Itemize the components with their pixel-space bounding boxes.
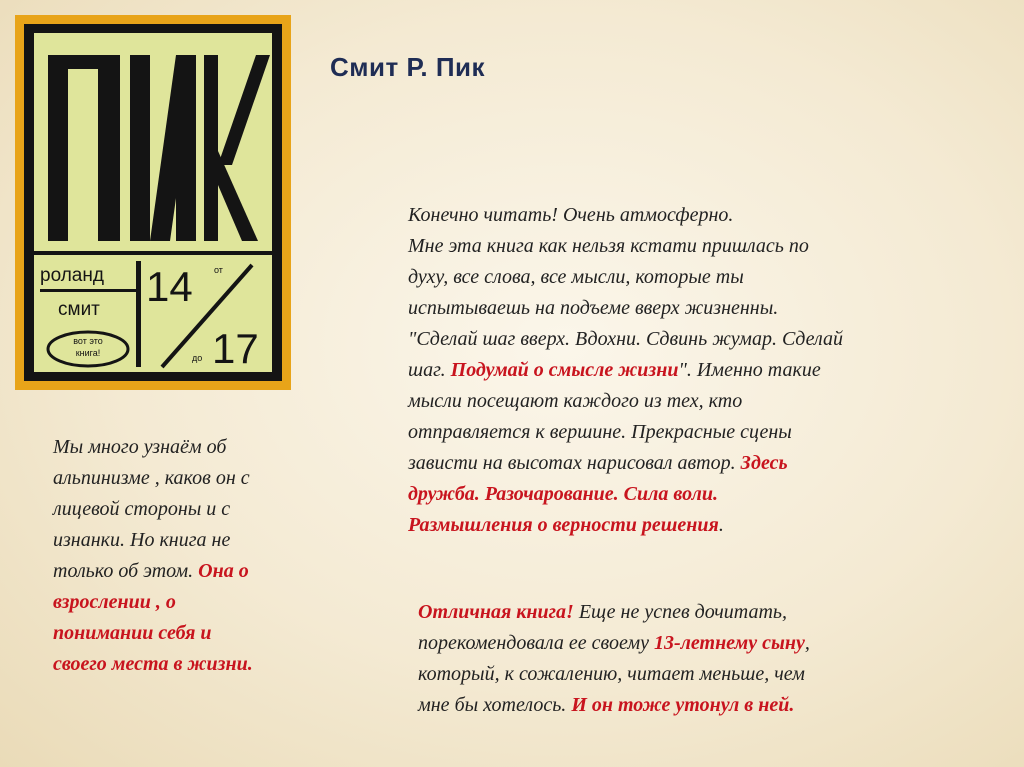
review-line <box>408 510 983 541</box>
cover-author-last: смит <box>58 299 100 320</box>
review-line: отправляется к вершине. Прекрасные сцены <box>408 421 792 443</box>
review-text: шаг. <box>408 359 451 381</box>
review-line: мысли посещают каждого из тех, кто <box>408 390 743 412</box>
cover-age-from-label: от <box>214 265 223 275</box>
review-highlight: Отличная книга! <box>418 601 574 623</box>
review-line <box>418 597 988 628</box>
review-text: зависти на высотах нарисовал автор. <box>408 452 741 474</box>
book-cover-panel <box>34 33 272 372</box>
page-title: Смит Р. Пик <box>330 52 486 82</box>
cover-age-to-label: до <box>192 353 203 363</box>
cover-badge-line-1: вот это <box>73 336 103 346</box>
review-line <box>418 690 988 721</box>
review-highlight: дружба. Разочарование. Сила воли. <box>408 483 718 505</box>
cover-artwork <box>34 33 272 372</box>
summary-highlight: своего места в жизни. <box>53 653 253 675</box>
cover-title-letters <box>48 55 270 241</box>
book-cover <box>15 15 291 390</box>
review-text: мне бы хотелось. <box>418 694 572 716</box>
summary-line: Мы много узнаём об <box>53 436 227 458</box>
review-highlight: 13-летнему сыну <box>653 632 805 654</box>
review-line: Мне эта книга как нельзя кстати пришлась по <box>408 235 809 257</box>
review-text: ". Именно такие <box>678 359 821 381</box>
review-highlight: Размышления о верности решения <box>408 514 719 536</box>
review-line: духу, все слова, все мысли, которые ты <box>408 266 744 288</box>
summary-text: только об этом. <box>53 560 199 582</box>
review-line <box>418 628 988 659</box>
review-text: , <box>804 632 810 654</box>
summary-line <box>53 556 323 587</box>
summary-highlight: понимании себя и <box>53 622 212 644</box>
review-line <box>408 448 983 479</box>
summary-line: изнанки. Но книга не <box>53 529 231 551</box>
review-highlight: И он тоже утонул в ней. <box>571 694 795 716</box>
review-line <box>408 355 983 386</box>
review-highlight: Здесь <box>740 452 788 474</box>
review-text: . <box>718 514 724 536</box>
review-first <box>408 200 983 541</box>
cover-author-first: роланд <box>40 265 104 286</box>
review-text: порекомендовала ее своему <box>418 632 654 654</box>
review-highlight: Подумай о смысле жизни <box>450 359 679 381</box>
cover-badge-line-2: книга! <box>75 348 101 358</box>
book-summary <box>53 432 323 680</box>
review-line: который, к сожалению, читает меньше, чем <box>418 663 805 685</box>
cover-age-from: 14 <box>146 263 193 310</box>
review-line: "Сделай шаг вверх. Вдохни. Сдвинь жумар. Сделай <box>408 328 843 350</box>
summary-highlight: Она о <box>198 560 249 582</box>
summary-line: альпинизме , каков он с <box>53 467 250 489</box>
book-cover-frame <box>24 24 282 381</box>
review-second <box>418 597 988 721</box>
summary-highlight: взрослении , о <box>53 591 176 613</box>
review-text: Еще не успев дочитать, <box>573 601 788 623</box>
cover-age-to: 17 <box>212 325 259 372</box>
review-line: испытываешь на подъеме вверх жизненны. <box>408 297 779 319</box>
review-line: Конечно читать! Очень атмосферно. <box>408 204 734 226</box>
summary-line: лицевой стороны и с <box>53 498 231 520</box>
